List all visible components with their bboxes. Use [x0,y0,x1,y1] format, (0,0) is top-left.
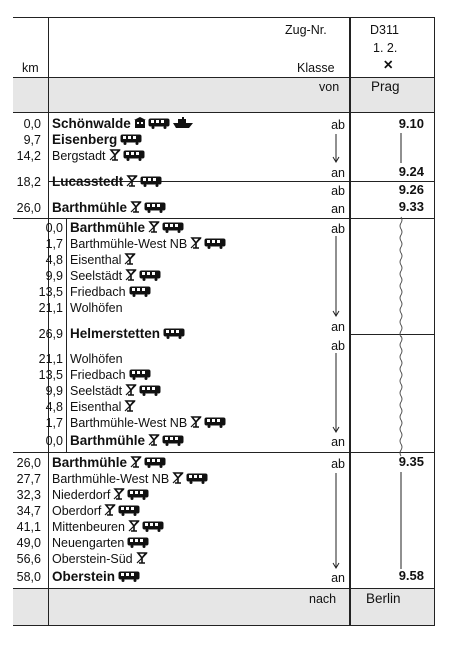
bus-icon [129,369,151,383]
request-stop-icon [190,238,202,252]
icon-group [163,328,187,342]
km-value: 13,5 [38,368,63,382]
km-value: 9,9 [45,269,63,283]
km-value: 0,0 [23,117,41,131]
request-stop-icon [172,473,184,487]
station-name [52,117,196,132]
km-value: 34,7 [16,504,41,518]
icon-group [109,149,147,164]
request-stop-icon [125,385,137,399]
station-name [52,149,147,164]
station-name [70,221,186,236]
station-name [70,269,163,284]
station-name [70,416,228,431]
icon-group [126,175,164,190]
station-name [52,552,150,567]
ab-label: ab [331,457,345,471]
icon-group [125,384,163,399]
bus-icon [139,385,161,399]
icon-group [190,237,228,252]
km-value: 0,0 [45,221,63,235]
bus-icon [162,434,184,449]
km-value: 27,7 [16,472,41,486]
station-label: Oberdorf [52,504,102,518]
km-value: 41,1 [16,520,41,534]
station-name [70,301,126,315]
km-value: 9,9 [45,384,63,398]
train-col-left [349,17,351,625]
icon-group [172,472,210,487]
request-stop-icon [130,201,142,216]
icon-group [120,134,144,148]
km-value: 9,7 [23,133,41,147]
km-value: 26,9 [38,327,63,341]
station-label: Eisenthal [70,253,122,267]
station-label: Wolhöfen [70,352,123,366]
zug-label: Zug-Nr. [285,23,327,37]
icon-group [124,400,138,415]
icon-group [104,504,142,519]
icon-group [136,552,150,567]
an-label: an [331,202,345,216]
time-value: 9.58 [398,568,424,583]
time-wavy-line [400,336,402,456]
station-name [52,504,142,519]
request-stop-icon [109,150,121,164]
station-label: Barthmühle-West NB [70,416,188,430]
icon-group [125,269,163,284]
station-name [70,352,126,366]
rule-sec2 [13,218,435,219]
an-label: an [331,571,345,585]
von-label: von [319,80,340,94]
bus-icon [162,221,184,236]
time-value: 9.33 [398,199,424,214]
station-name [70,327,187,342]
station-label: Barthmühle [70,433,146,448]
ab-label: ab [331,184,345,198]
station-name [52,488,151,503]
icon-group [128,520,166,535]
request-stop-icon [190,417,202,431]
km-value: 4,8 [45,253,63,267]
ab-label: ab [331,339,345,353]
direction-arrow-arrowhead [333,311,339,316]
destination: Berlin [366,591,401,606]
km-value: 1,7 [45,237,63,251]
ab-label: ab [331,118,345,132]
rule-sec3 [13,452,435,453]
request-stop-icon [104,505,116,519]
station-label: Barthmühle [52,455,128,470]
icon-group [129,369,153,383]
station-label: Seelstädt [70,384,123,398]
bus-icon [127,489,149,503]
station-name [70,434,186,449]
bus-icon [144,456,166,471]
time-wavy-line [400,217,402,337]
station-label: Friedbach [70,368,126,382]
origin: Prag [371,79,400,94]
time-value: 9.35 [398,454,424,469]
km-value: 26,0 [16,456,41,470]
request-stop-icon [113,489,125,503]
rule-head [13,77,435,78]
station-label: Barthmühle [70,220,146,235]
station-label: Helmerstetten [70,326,161,341]
bus-icon [204,238,226,252]
rule-bottom [13,625,435,626]
bus-icon [186,473,208,487]
station-name [52,520,166,535]
station-label: Oberstein-Süd [52,552,133,566]
km-col-rule [48,17,49,625]
train-number: D311 [370,23,399,37]
bus-icon [118,505,140,519]
an-label: an [331,166,345,180]
direction-arrow-arrowhead [333,427,339,432]
icon-group [148,221,186,236]
request-stop-icon [148,434,160,449]
km-value: 56,6 [16,552,41,566]
station-building-icon [134,117,146,132]
km-value: 0,0 [45,434,63,448]
train-col-right [434,17,435,625]
time-departure: 9.26 [398,182,424,197]
station-label: Wolhöfen [70,301,123,315]
klasse-label: Klasse [297,61,335,75]
request-stop-icon [128,521,140,535]
bus-icon [140,175,162,190]
direction-arrow-arrowhead [333,563,339,568]
bus-icon [127,537,149,551]
km-value: 58,0 [16,570,41,584]
bus-icon [144,201,166,216]
request-stop-icon [125,270,137,284]
station-name [52,175,164,190]
station-label: Barthmühle [52,200,128,215]
station-label: Eisenthal [70,400,122,414]
station-name [52,536,151,551]
time-arrival: 9.24 [398,164,424,179]
station-label: Bergstadt [52,149,106,163]
station-name [70,237,228,252]
station-label: Niederdorf [52,488,111,502]
icon-group [127,537,151,551]
nach-label: nach [309,592,337,606]
request-stop-icon [126,175,138,190]
bus-icon [142,521,164,535]
km-label: km [22,61,39,75]
station-name [70,368,153,383]
ship-icon [172,117,194,132]
station-name [52,201,168,216]
station-name [70,384,163,399]
km-value: 32,3 [16,488,41,502]
station-label: Barthmühle-West NB [52,472,170,486]
km-value: 1,7 [45,416,63,430]
station-label: Lucasstedt [52,174,124,189]
station-label: Seelstädt [70,269,123,283]
station-label: Barthmühle-West NB [70,237,188,251]
station-label: Oberstein [52,569,116,584]
icon-group [148,434,186,449]
station-name [70,253,138,268]
request-stop-icon [124,401,136,415]
km-value: 49,0 [16,536,41,550]
icon-group [130,456,168,471]
km-col-rule-2 [66,218,67,452]
bus-icon [204,417,226,431]
station-name [52,570,142,585]
icon-group [190,416,228,431]
request-stop-icon [148,221,160,236]
icon-group [134,117,196,132]
time-value: 9.10 [398,116,424,131]
rule-von [13,112,435,113]
station-name [70,285,153,300]
an-label: an [331,320,345,334]
km-value: 18,2 [16,175,41,189]
bus-icon [163,327,185,342]
rule-top [13,17,435,18]
station-label: Eisenberg [52,132,118,147]
station-name [52,456,168,471]
station-label: Schönwalde [52,116,131,131]
catering-icon: ✕ [383,58,394,72]
km-value: 26,0 [16,201,41,215]
icon-group [129,286,153,300]
icon-group [130,201,168,216]
km-value: 21,1 [38,352,63,366]
station-name [52,133,144,148]
direction-arrow-arrowhead [333,157,339,162]
train-classes: 1. 2. [373,41,398,55]
icon-group [113,488,151,503]
station-label: Mittenbeuren [52,520,125,534]
ab-label: ab [331,222,345,236]
request-stop-icon [136,553,148,567]
rule-helmer [350,334,435,335]
bus-icon [120,133,142,148]
an-label: an [331,435,345,449]
bus-icon [139,270,161,284]
bus-icon [148,117,170,132]
bus-icon [118,570,140,585]
request-stop-icon [124,254,136,268]
km-value: 13,5 [38,285,63,299]
rule-nach [13,588,435,589]
request-stop-icon [130,456,142,471]
km-value: 21,1 [38,301,63,315]
station-name [70,400,138,415]
bus-icon [129,286,151,300]
km-value: 4,8 [45,400,63,414]
station-name [52,472,210,487]
icon-group [118,571,142,585]
station-label: Neuengarten [52,536,125,550]
km-value: 14,2 [16,149,41,163]
icon-group [124,253,138,268]
station-label: Friedbach [70,285,126,299]
bus-icon [123,150,145,164]
